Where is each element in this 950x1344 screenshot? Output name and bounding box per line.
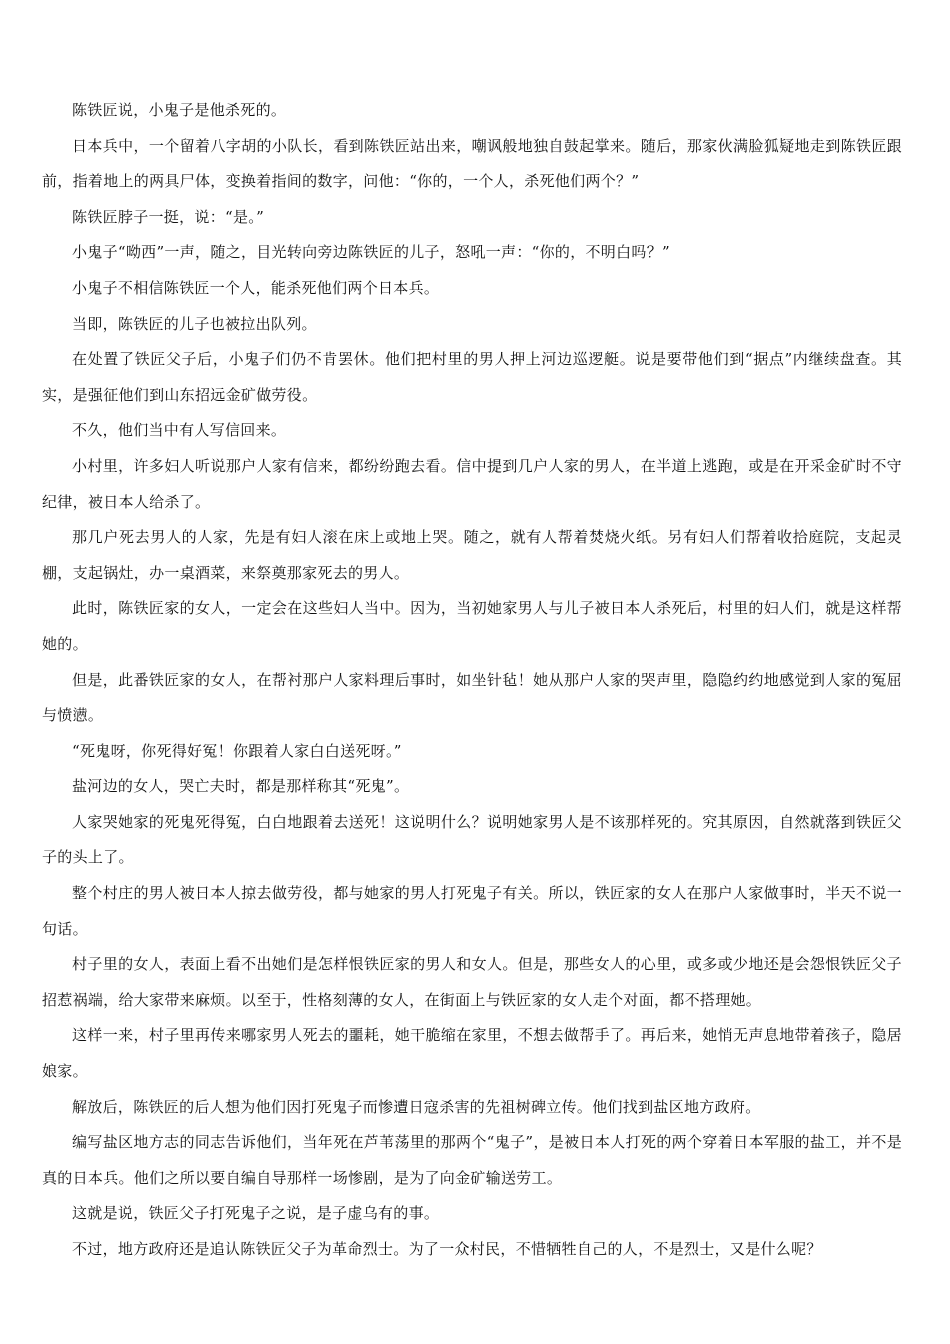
paragraph: 小鬼子“呦西”一声，随之，目光转向旁边陈铁匠的儿子，怒吼一声：“你的，不明白吗？” — [72, 243, 670, 262]
paragraph: 那几户死去男人的人家，先是有妇人滚在床上或地上哭。随之，就有人帮着焚烧火纸。另有妇人们帮着收拾庭院，支起灵棚，支起锅灶，办一桌酒菜，来祭奠那家死去的男人。 — [42, 528, 902, 582]
paragraph: 此时，陈铁匠家的女人，一定会在这些妇人当中。因为，当初她家男人与儿子被日本人杀死后，村里的妇人们，就是这样帮她的。 — [42, 599, 902, 653]
paragraph: 村子里的女人，表面上看不出她们是怎样恨铁匠家的男人和女人。但是，那些女人的心里，或多或少地还是会怨恨铁匠父子招惹祸端，给大家带来麻烦。以至于，性格刻薄的女人，在街面上与铁匠家的女人走个对面，都不搭理她。 — [42, 955, 902, 1009]
paragraph: 在处置了铁匠父子后，小鬼子们仍不肯罢休。他们把村里的男人押上河边巡逻艇。说是要带他们到“据点”内继续盘查。其实，是强征他们到山东招远金矿做劳役。 — [42, 350, 902, 404]
paragraph: 陈铁匠脖子一挺，说：“是。” — [72, 207, 265, 226]
paragraph: 这样一来，村子里再传来哪家男人死去的噩耗，她干脆缩在家里，不想去做帮手了。再后来，她悄无声息地带着孩子，隐居娘家。 — [42, 1026, 902, 1081]
paragraph: 但是，此番铁匠家的女人，在帮衬那户人家料理后事时，如坐针毡！她从那户人家的哭声里，隐隐约约地感觉到人家的冤屈与愤懑。 — [42, 670, 902, 725]
paragraph: 整个村庄的男人被日本人掠去做劳役，都与她家的男人打死鬼子有关。所以，铁匠家的女人在那户人家做事时，半天不说一句话。 — [42, 884, 902, 938]
paragraph: 当即，陈铁匠的儿子也被拉出队列。 — [72, 314, 317, 333]
paragraph: 不久，他们当中有人写信回来。 — [72, 421, 287, 440]
paragraph: 编写盐区地方志的同志告诉他们，当年死在芦苇荡里的那两个“鬼子”，是被日本人打死的两个穿着日本军服的盐工，并不是真的日本兵。他们之所以要自编自导那样一场惨剧，是为了向金矿输送劳工。 — [42, 1133, 902, 1187]
paragraph: 人家哭她家的死鬼死得冤，白白地跟着去送死！这说明什么？说明她家男人是不该那样死的。究其原因，自然就落到铁匠父子的头上了。 — [42, 812, 902, 867]
paragraph: 小村里，许多妇人听说那户人家有信来，都纷纷跑去看。信中提到几户人家的男人，在半道上逃跑，或是在开采金矿时不守纪律，被日本人给杀了。 — [42, 456, 902, 511]
document-page — [42, 93, 902, 1268]
paragraph: 陈铁匠说，小鬼子是他杀死的。 — [72, 101, 287, 119]
paragraph: 解放后，陈铁匠的后人想为他们因打死鬼子而惨遭日寇杀害的先祖树碑立传。他们找到盐区地方政府。 — [72, 1097, 761, 1116]
paragraph: 不过，地方政府还是追认陈铁匠父子为革命烈士。为了一众村民，不惜牺牲自己的人，不是烈士，又是什么呢？ — [72, 1240, 822, 1258]
paragraph: “死鬼呀，你死得好冤！你跟着人家白白送死呀。” — [72, 741, 402, 760]
paragraph: 这就是说，铁匠父子打死鬼子之说，是子虚乌有的事。 — [72, 1204, 440, 1223]
paragraph: 小鬼子不相信陈铁匠一个人，能杀死他们两个日本兵。 — [72, 278, 440, 297]
paragraph: 盐河边的女人，哭亡夫时，都是那样称其“死鬼”。 — [72, 777, 410, 796]
paragraph: 日本兵中，一个留着八字胡的小队长，看到陈铁匠站出来，嘲讽般地独自鼓起掌来。随后，那家伙满脸狐疑地走到陈铁匠跟前，指着地上的两具尸体，变换着指间的数字，问他：“你的，一个人，杀死他们两个？” — [42, 136, 902, 191]
